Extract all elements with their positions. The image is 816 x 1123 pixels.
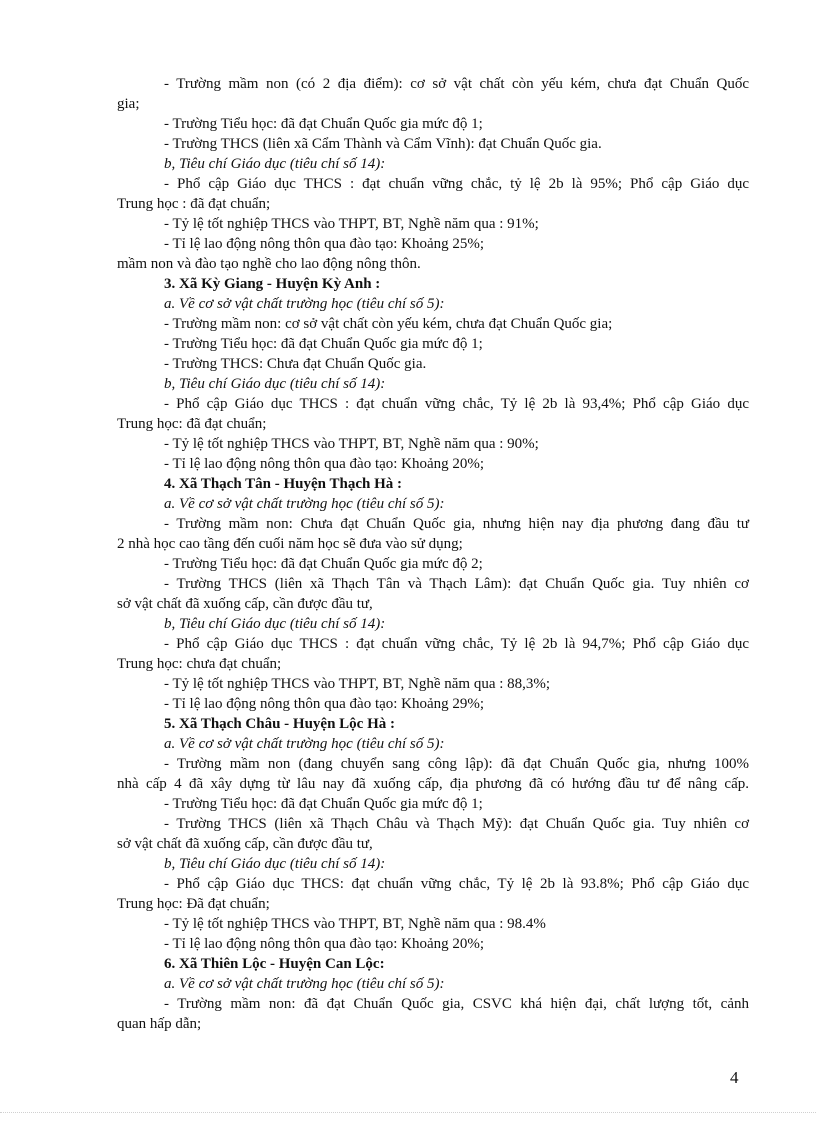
text-line: - Trường THCS: Chưa đạt Chuẩn Quốc gia. [164, 356, 427, 372]
page-number: 4 [730, 1068, 739, 1087]
section-heading: 4. Xã Thạch Tân - Huyện Thạch Hà : [164, 476, 402, 492]
text-line: - Tỉ lệ lao động nông thôn qua đào tạo: Khoảng 20%; [164, 456, 485, 472]
text-line: - Phổ cập Giáo dục THCS : đạt chuẩn vững chắc, Tỷ lệ 2b là 94,7%; Phổ cập Giáo dục [164, 636, 749, 652]
text-line: - Tỷ lệ tốt nghiệp THCS vào THPT, BT, Nghề năm qua : 88,3%; [164, 676, 551, 692]
text-line: mầm non và đào tạo nghề cho lao động nông thôn. [117, 256, 421, 272]
text-line: - Tỉ lệ lao động nông thôn qua đào tạo: Khoảng 20%; [164, 936, 485, 952]
document-page [117, 74, 749, 1034]
text-line: - Tỷ lệ tốt nghiệp THCS vào THPT, BT, Nghề năm qua : 98.4% [164, 916, 546, 932]
text-line: 2 nhà học cao tầng đến cuối năm học sẽ đưa vào sử dụng; [117, 536, 463, 552]
text-line: - Trường THCS (liên xã Thạch Tân và Thạch Lâm): đạt Chuẩn Quốc gia. Tuy nhiên cơ [164, 576, 749, 592]
text-line: - Trường Tiểu học: đã đạt Chuẩn Quốc gia mức độ 1; [164, 116, 483, 132]
text-line: Trung học: chưa đạt chuẩn; [117, 656, 282, 672]
text-line: - Phổ cập Giáo dục THCS : đạt chuẩn vững chắc, Tỷ lệ 2b là 93,4%; Phổ cập Giáo dục [164, 396, 749, 412]
subsection-heading: b, Tiêu chí Giáo dục (tiêu chí số 14): [164, 616, 386, 632]
text-line: - Trường mầm non (có 2 địa điểm): cơ sở vật chất còn yếu kém, chưa đạt Chuẩn Quốc [164, 76, 749, 92]
text-line: - Tỉ lệ lao động nông thôn qua đào tạo: Khoảng 29%; [164, 696, 485, 712]
section-heading: 3. Xã Kỳ Giang - Huyện Kỳ Anh : [164, 276, 381, 292]
text-line: - Trường Tiểu học: đã đạt Chuẩn Quốc gia mức độ 1; [164, 796, 483, 812]
text-line: Trung học: đã đạt chuẩn; [117, 416, 267, 432]
subsection-heading: a. Về cơ sở vật chất trường học (tiêu chí số 5): [164, 496, 445, 512]
text-line: - Trường THCS (liên xã Cẩm Thành và Cẩm Vĩnh): đạt Chuẩn Quốc gia. [164, 136, 602, 152]
subsection-heading: a. Về cơ sở vật chất trường học (tiêu chí số 5): [164, 736, 445, 752]
text-line: - Trường Tiểu học: đã đạt Chuẩn Quốc gia mức độ 2; [164, 556, 483, 572]
text-line: - Trường mầm non: cơ sở vật chất còn yếu kém, chưa đạt Chuẩn Quốc gia; [164, 316, 613, 332]
text-line: - Tỷ lệ tốt nghiệp THCS vào THPT, BT, Nghề năm qua : 91%; [164, 216, 539, 232]
text-line: - Trường THCS (liên xã Thạch Châu và Thạch Mỹ): đạt Chuẩn Quốc gia. Tuy nhiên cơ [164, 816, 749, 832]
page-bottom-divider [0, 1112, 816, 1113]
section-heading: 5. Xã Thạch Châu - Huyện Lộc Hà : [164, 716, 396, 732]
text-line: nhà cấp 4 đã xây dựng từ lâu nay đã xuống cấp, địa phương đã có hướng đầu tư để nâng cấp. [117, 776, 749, 792]
text-line: Trung học: Đã đạt chuẩn; [117, 896, 270, 912]
text-line: - Tỉ lệ lao động nông thôn qua đào tạo: Khoảng 25%; [164, 236, 485, 252]
subsection-heading: b, Tiêu chí Giáo dục (tiêu chí số 14): [164, 856, 386, 872]
text-line: - Trường mầm non (đang chuyển sang công lập): đã đạt Chuẩn Quốc gia, nhưng 100% [164, 756, 749, 772]
text-line: - Trường mầm non: đã đạt Chuẩn Quốc gia, CSVC khá hiện đại, chất lượng tốt, cảnh [164, 996, 749, 1012]
text-line: Trung học : đã đạt chuẩn; [117, 196, 271, 212]
subsection-heading: b, Tiêu chí Giáo dục (tiêu chí số 14): [164, 376, 386, 392]
text-line: sở vật chất đã xuống cấp, cần được đầu tư, [117, 596, 373, 612]
text-line: - Trường mầm non: Chưa đạt Chuẩn Quốc gia, nhưng hiện nay địa phương đang đầu tư [164, 516, 749, 532]
text-line: - Tỷ lệ tốt nghiệp THCS vào THPT, BT, Nghề năm qua : 90%; [164, 436, 539, 452]
subsection-heading: b, Tiêu chí Giáo dục (tiêu chí số 14): [164, 156, 386, 172]
text-line: - Phổ cập Giáo dục THCS : đạt chuẩn vững chắc, tỷ lệ 2b là 95%; Phổ cập Giáo dục [164, 176, 749, 192]
text-line: gia; [117, 96, 140, 112]
section-heading: 6. Xã Thiên Lộc - Huyện Can Lộc: [164, 956, 385, 972]
text-line: - Trường Tiểu học: đã đạt Chuẩn Quốc gia mức độ 1; [164, 336, 483, 352]
text-line: sở vật chất đã xuống cấp, cần được đầu tư, [117, 836, 373, 852]
text-line: quan hấp dẫn; [117, 1016, 202, 1032]
text-line: - Phổ cập Giáo dục THCS: đạt chuẩn vững chắc, Tỷ lệ 2b là 93.8%; Phổ cập Giáo dục [164, 876, 749, 892]
subsection-heading: a. Về cơ sở vật chất trường học (tiêu chí số 5): [164, 976, 445, 992]
subsection-heading: a. Về cơ sở vật chất trường học (tiêu chí số 5): [164, 296, 445, 312]
